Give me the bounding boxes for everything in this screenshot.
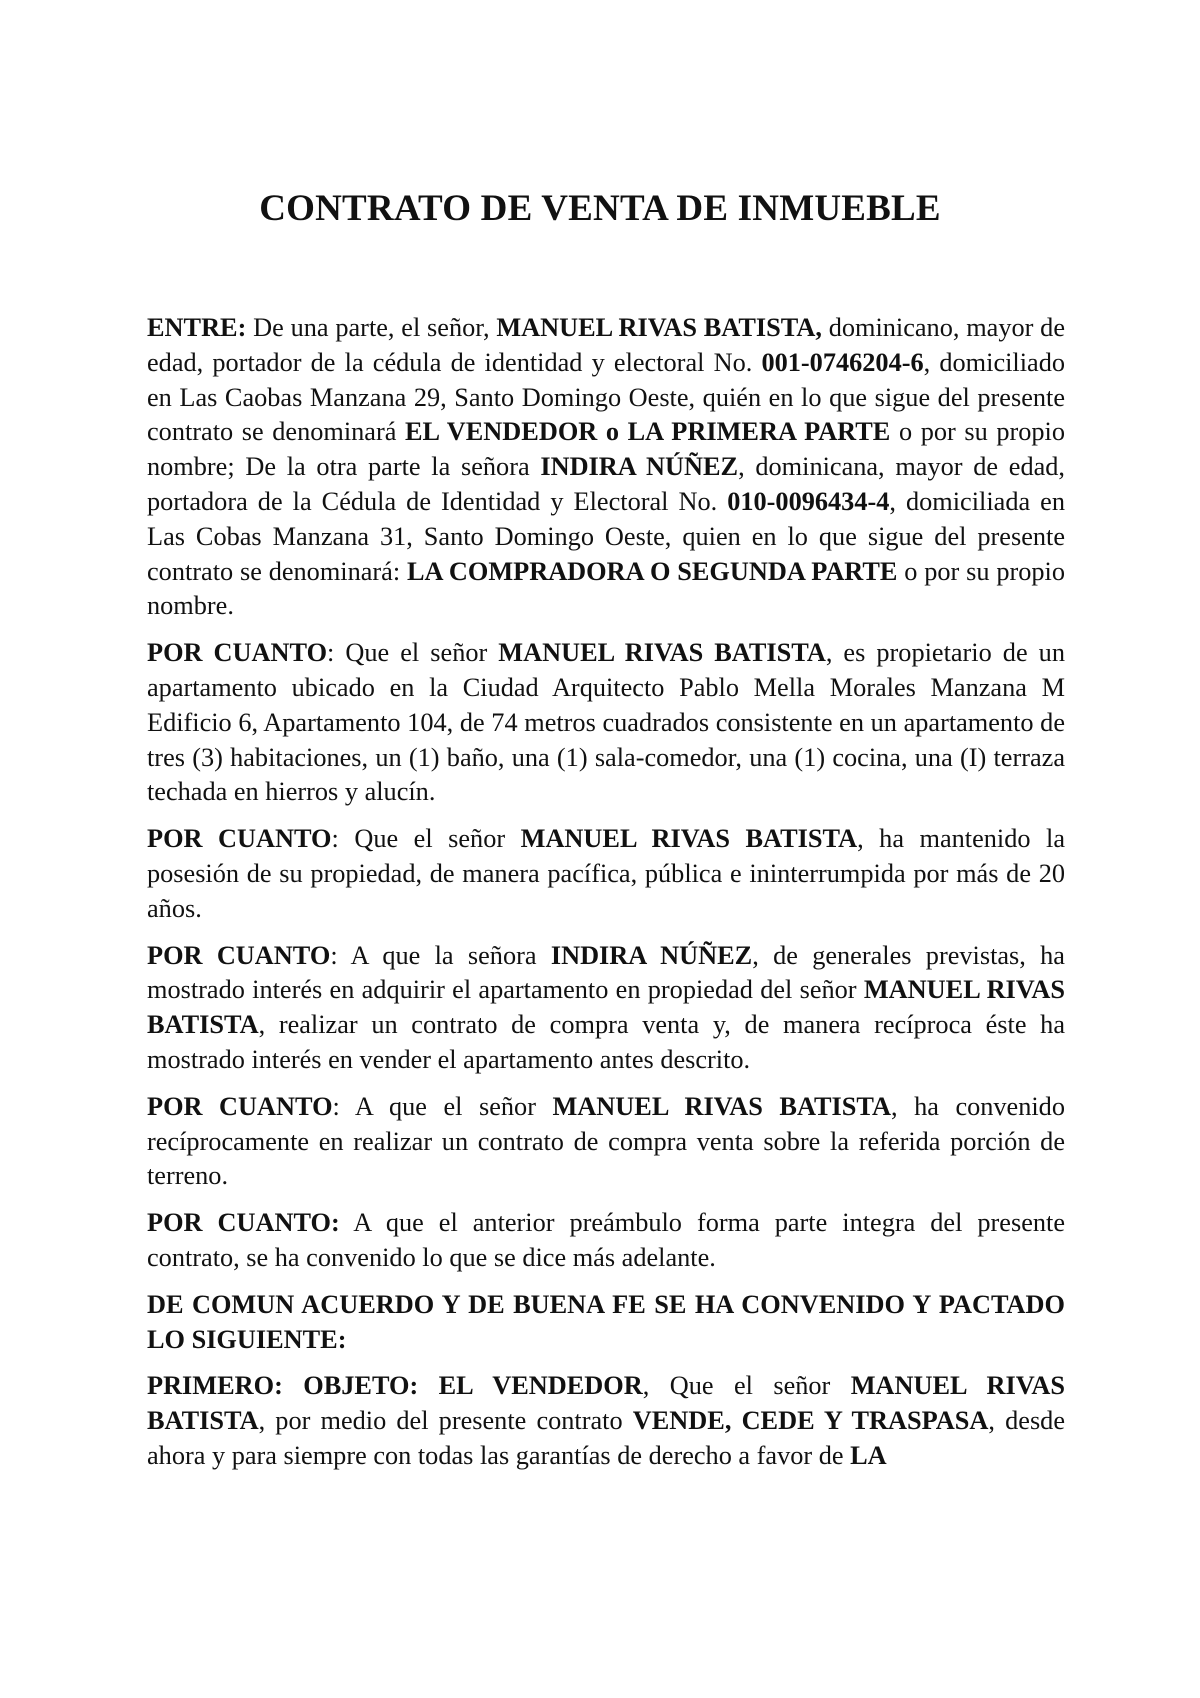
text-segment: , Que el señor (642, 1371, 851, 1401)
text-segment: o por su propio nombre. (147, 556, 1065, 621)
bold-text-segment: 010-0096434-4 (727, 486, 890, 516)
text-segment: , domiciliado en Las Caobas Manzana 29, Santo Domingo Oeste, quién en lo que sigue del presente contrato se denominará (147, 347, 1066, 447)
bold-text-segment: POR CUANTO (147, 638, 328, 668)
bold-text-segment: 001-0746204-6 (761, 347, 924, 377)
bold-text-segment: MANUEL RIVAS BATISTA (147, 975, 1066, 1040)
text-segment: , desde ahora y para siempre con todas las garantías de derecho a favor de (147, 1406, 1065, 1470)
paragraph-entre (147, 311, 1065, 624)
text-segment: De una parte, el señor, (246, 313, 497, 342)
paragraph-por-cuanto-2 (147, 822, 1065, 926)
bold-text-segment: POR CUANTO: (147, 1208, 340, 1238)
text-segment: : Que el señor (331, 824, 521, 854)
text-segment: , dominicana, mayor de edad, portadora de la Cédula de Identidad y Electoral No. (147, 452, 1065, 516)
bold-text-segment: LA COMPRADORA O SEGUNDA PARTE (406, 556, 898, 586)
text-segment: , domiciliada en Las Cobas Manzana 31, Santo Domingo Oeste, quien en lo que sigue del presente contrato se denominará: (147, 486, 1065, 586)
text-segment: : A que el señor (332, 1091, 553, 1121)
paragraph-por-cuanto-5 (147, 1206, 1065, 1276)
bold-text-segment: MANUEL RIVAS BATISTA (498, 638, 826, 668)
paragraph-por-cuanto-4 (147, 1090, 1065, 1194)
bold-text-segment: POR CUANTO (147, 1091, 333, 1121)
bold-text-segment: POR CUANTO (147, 940, 331, 970)
bold-text-segment: INDIRA NÚÑEZ (540, 452, 739, 482)
text-segment: , ha convenido recíprocamente en realizar un contrato de compra venta sobre la referida porción de terreno. (147, 1091, 1065, 1191)
text-segment: : A que la señora (330, 940, 551, 970)
paragraph-primero (147, 1369, 1065, 1473)
document-body (147, 311, 1065, 1486)
bold-text-segment: MANUEL RIVAS BATISTA (520, 824, 858, 854)
bold-text-segment: DE COMUN ACUERDO Y DE BUENA FE SE HA CONVENIDO Y PACTADO LO SIGUIENTE: (147, 1289, 1065, 1354)
text-segment: , por medio del presente contrato (258, 1406, 633, 1436)
text-segment: A que el anterior preámbulo forma parte integra del presente contrato, se ha convenido lo que se dice más adelante. (147, 1208, 1066, 1272)
paragraph-por-cuanto-3 (147, 939, 1065, 1078)
paragraph-acuerdo (147, 1288, 1065, 1358)
bold-text-segment: ENTRE: (147, 313, 247, 342)
bold-text-segment: MANUEL RIVAS BATISTA, (496, 313, 822, 342)
text-segment: dominicano, mayor de edad, portador de la cédula de identidad y electoral No. (147, 313, 1066, 377)
bold-text-segment: INDIRA NÚÑEZ (550, 940, 753, 970)
bold-text-segment: POR CUANTO (147, 824, 332, 854)
text-segment: , es propietario de un apartamento ubicado en la Ciudad Arquitecto Pablo Mella Morales Manzana M Edificio 6, Apartamento 104, de 74 metros cuadrados consistente en un apartamento de tres (3) habitaciones, un (1) baño, una (1) sala-comedor, una (1) cocina, una (I) terraza techada en hierros y alucín. (147, 638, 1065, 807)
text-segment: : Que el señor (327, 638, 499, 668)
bold-text-segment: EL VENDEDOR o LA PRIMERA PARTE (405, 417, 891, 447)
bold-text-segment: VENDE, CEDE Y TRASPASA (632, 1406, 989, 1436)
document-title: CONTRATO DE VENTA DE INMUEBLE (259, 188, 941, 229)
text-segment: , ha mantenido la posesión de su propiedad, de manera pacífica, pública e ininterrumpida por más de 20 años. (147, 824, 1065, 923)
text-segment: , realizar un contrato de compra venta y, de manera recíproca éste ha mostrado interés en vender el apartamento antes descrito. (147, 1010, 1065, 1074)
text-segment: o por su propio nombre; De la otra parte la señora (147, 417, 1066, 482)
paragraph-por-cuanto-1 (147, 636, 1065, 810)
text-segment: , de generales previstas, ha mostrado interés en adquirir el apartamento en propiedad del señor (147, 940, 1065, 1005)
bold-text-segment: LA (850, 1440, 887, 1470)
bold-text-segment: MANUEL RIVAS BATISTA (552, 1091, 891, 1121)
bold-text-segment: PRIMERO: OBJETO: EL VENDEDOR (147, 1371, 643, 1401)
bold-text-segment: MANUEL RIVAS BATISTA (147, 1371, 1065, 1436)
